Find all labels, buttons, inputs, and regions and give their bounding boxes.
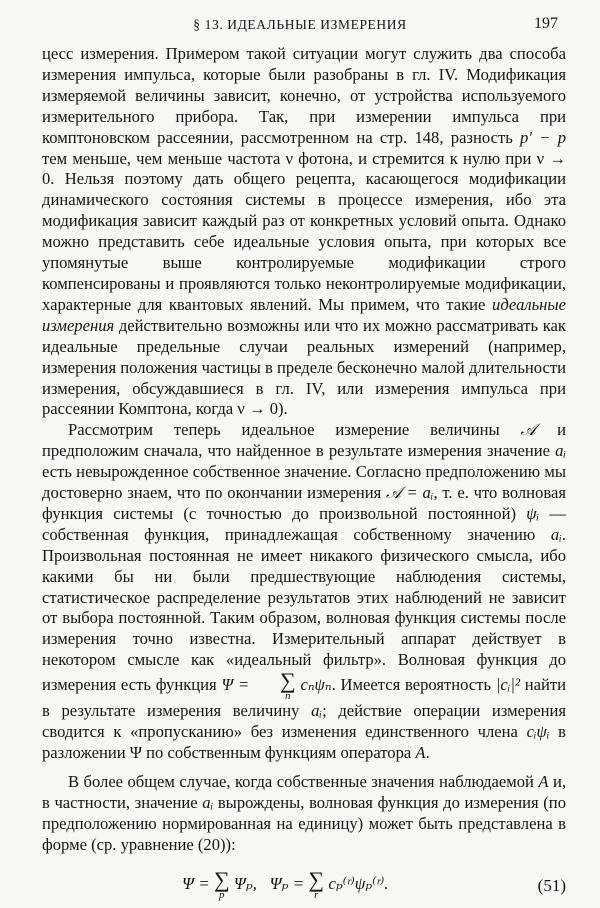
text-run: , т. е. что волновая функция системы (с точностью до произвольной постоянной) [42,483,566,523]
math-inline: 𝒜 [520,420,537,440]
equation-part: Ψ = [182,873,210,893]
text-run: . Имеется вероятность [331,675,496,694]
math-inline: 𝒜 = aᵢ [386,483,434,503]
text-run: цесс измерения. Примером такой ситуации могут служить два способа измерения импульса, которые были разобраны в гл. IV. Модификация измеряемой величины зависит, конечно, от устройства используемого измерительного прибора. Так, при измерении импульса при комптоновском рассеянии, рассмотренном на стр. 148, разность [42,44,566,147]
text-run: — собственная функция, принадлежащая собственному значению [42,503,566,544]
text-run: найти в результате измерения величину [42,675,566,721]
math-inline: |cᵢ|² [495,675,520,694]
page-body [42,44,566,908]
math-inline: Ψ = [221,675,250,694]
text-run: вырождены, волновая функция до измерения (по предположению нормированная на единицу) может быть представлена в форме (ср. уравнение (20)): [42,792,566,854]
sum-symbol [308,866,325,901]
paragraph-1 [42,44,566,420]
text-run: . [425,743,430,762]
math-inline: ψᵢ [526,503,540,523]
text-run: Рассмотрим теперь идеальное измерение величины [68,420,521,440]
equation-part: Ψₚ, [233,873,257,893]
math-inline: cₙψₙ [300,675,332,694]
math-inline: p′ − p [520,127,567,147]
math-inline: aᵢ [550,524,562,544]
sigma-glyph: ∑ [213,866,230,892]
paragraph-3 [42,772,566,856]
sum-index: n [285,690,291,703]
equation-part: Ψₚ = [269,873,305,893]
sum-symbol [254,668,296,703]
text-run: тем меньше, чем меньше частота ν фотона, и стремится к нулю при ν → 0. Нельзя поэтому дать общего рецепта, касающегося модификации динамического состояния системы в процессе измерения, ибо эта модификация зависит каждый раз от конкретных условий опыта. Однако можно представить себе идеальные условия опыта, при которых все упомянутые выше контролируемые модификации строго компенсированы и проявляются только неконтролируемые модификации, характерные для квантовых явлений. Мы примем, что такие [42,148,566,314]
math-inline: aᵢ [202,792,214,812]
text-run: действительно возможны или что их можно рассматривать как идеальные предельные случаи реальных измерений (например, измерения положения частицы в пределе бесконечно малой длительности измерения, обсуждавшиеся в гл. IV, или измерения импульса при рассеянии Комптона, когда ν → 0). [42,315,566,419]
math-inline: aᵢ [311,701,323,721]
math-inline: A [538,771,549,791]
equation-number: (51) [537,875,566,895]
equation-part: cₚ⁽ʳ⁾ψₚ⁽ʳ⁾. [328,873,389,893]
math-inline: A [415,743,426,762]
text-run: есть невырожденное собственное значение. Согласно предположению мы достоверно знаем, что по окончании измерения [42,462,566,503]
emphasis-term: идеальные измерения [42,294,566,335]
page-header [0,14,600,36]
text-run: . Произвольная постоянная не имеет никакого физического смысла, ибо какими бы ни были предшествующие наблюдения системы, статистическое распределение результатов этих наблюдений не зависит от выбора постоянной. Таким образом, волновая функция системы после измерения точно известна. Измерительный аппарат действует в некотором смысле как «идеальный фильтр». Волновая функция до измерения есть функция [42,524,566,694]
math-inline: aᵢ [555,441,566,461]
sigma-glyph: ∑ [279,668,296,694]
sum-symbol [213,866,230,901]
equation-formula [182,866,389,901]
text-run: в разложении Ψ по собственным функциям оператора [42,722,567,762]
paragraph-2 [42,420,566,764]
page-number: 197 [534,15,558,32]
text-run: и, в частности, значение [42,771,566,812]
text-run: В более общем случае, когда собственные значения наблюдаемой [68,771,539,791]
text-run: ; действие операции измерения сводится к «пропусканию» без изменения единственного члена [42,701,566,742]
text-run: и предположим сначала, что найденное в результате измерения значение [42,420,566,461]
sum-index: r [314,888,319,901]
section-title: § 13. ИДЕАЛЬНЫЕ ИЗМЕРЕНИЯ [193,17,407,32]
display-equation [42,864,566,908]
sigma-glyph: ∑ [308,866,325,892]
math-inline: cᵢψᵢ [526,722,550,742]
sum-index: p [219,888,225,901]
